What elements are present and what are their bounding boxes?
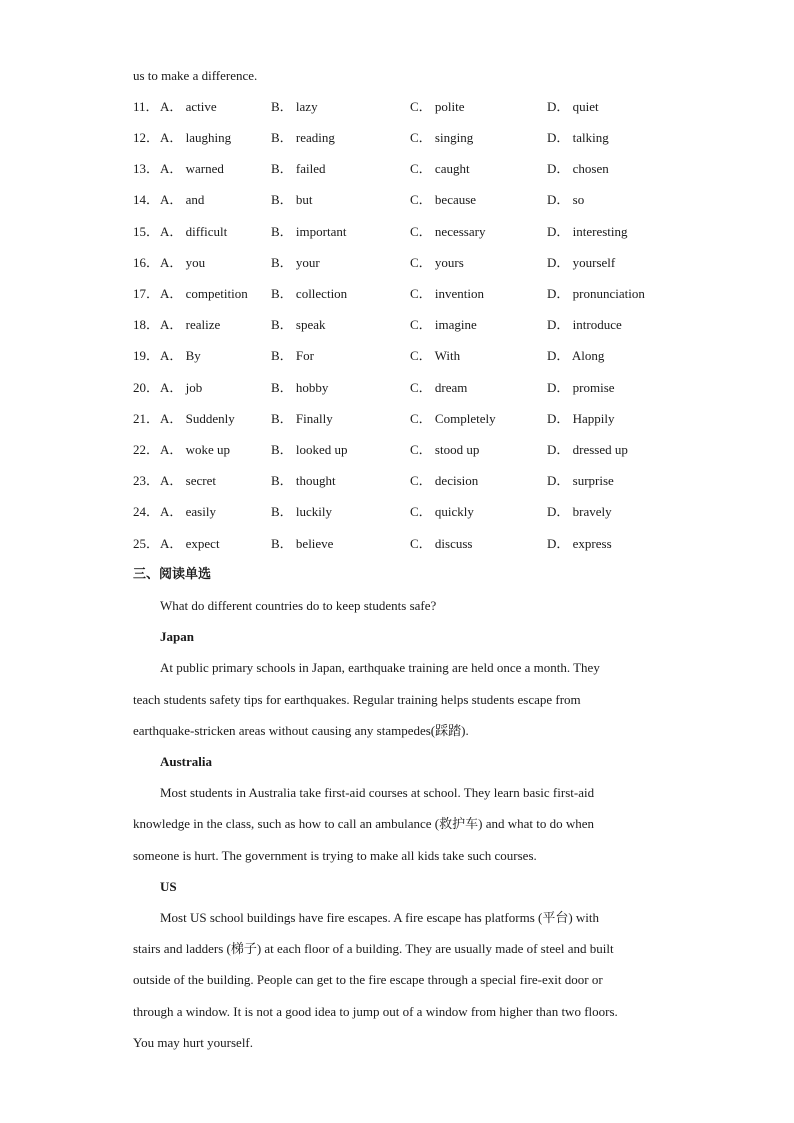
- option-b: B． speak: [271, 317, 326, 332]
- option-a: A． competition: [160, 286, 248, 301]
- question-number: 23．: [133, 473, 160, 488]
- option-b: B． For: [271, 348, 314, 363]
- option-d: D． surprise: [547, 473, 614, 488]
- heading-japan: Japan: [160, 629, 194, 644]
- question-number: 14．: [133, 192, 160, 207]
- question-number: 16．: [133, 255, 160, 270]
- option-b: B． believe: [271, 536, 334, 551]
- question-number: 12．: [133, 130, 160, 145]
- option-d: D． Along: [547, 348, 605, 363]
- intro-tail-text: us to make a difference.: [133, 68, 258, 83]
- question-number: 13．: [133, 161, 160, 176]
- option-c: C． because: [410, 192, 477, 207]
- option-a: A． realize: [160, 317, 221, 332]
- australia-line: knowledge in the class, such as how to call an ambulance (救护车) and what to do when: [133, 816, 595, 831]
- option-d: D． dressed up: [547, 442, 628, 457]
- option-d: D． interesting: [547, 224, 628, 239]
- option-a: A． active: [160, 99, 217, 114]
- question-number: 18．: [133, 317, 160, 332]
- option-b: B． looked up: [271, 442, 348, 457]
- option-d: D． promise: [547, 380, 615, 395]
- question-number: 24．: [133, 504, 160, 519]
- japan-line: earthquake-stricken areas without causing any stampedes(踩踏).: [133, 723, 469, 738]
- option-c: C． quickly: [410, 504, 474, 519]
- option-d: D． express: [547, 536, 612, 551]
- australia-line: someone is hurt. The government is trying to make all kids take such courses.: [133, 848, 537, 863]
- option-d: D． chosen: [547, 161, 609, 176]
- japan-line: At public primary schools in Japan, earthquake training are held once a month. They: [160, 660, 600, 675]
- heading-us: US: [160, 879, 177, 894]
- question-number: 20．: [133, 380, 160, 395]
- option-a: A． easily: [160, 504, 216, 519]
- question-number: 19．: [133, 348, 160, 363]
- question-number: 25．: [133, 536, 160, 551]
- option-c: C． imagine: [410, 317, 477, 332]
- option-b: B． but: [271, 192, 313, 207]
- option-c: C． decision: [410, 473, 479, 488]
- heading-australia: Australia: [160, 754, 212, 769]
- option-b: B． hobby: [271, 380, 329, 395]
- option-d: D． talking: [547, 130, 609, 145]
- option-c: C． With: [410, 348, 461, 363]
- option-d: D． yourself: [547, 255, 616, 270]
- option-a: A． difficult: [160, 224, 228, 239]
- japan-line: teach students safety tips for earthquakes. Regular training helps students escape from: [133, 692, 581, 707]
- option-d: D． Happily: [547, 411, 615, 426]
- option-b: B． reading: [271, 130, 335, 145]
- option-a: A． warned: [160, 161, 224, 176]
- option-c: C． yours: [410, 255, 464, 270]
- option-a: A． you: [160, 255, 206, 270]
- us-line: outside of the building. People can get to the fire escape through a special fire-exit door or: [133, 972, 603, 987]
- australia-line: Most students in Australia take first-aid courses at school. They learn basic first-aid: [160, 785, 595, 800]
- option-b: B． thought: [271, 473, 336, 488]
- option-b: B． failed: [271, 161, 326, 176]
- option-c: C． singing: [410, 130, 474, 145]
- option-a: A． secret: [160, 473, 216, 488]
- option-d: D． quiet: [547, 99, 599, 114]
- us-line: stairs and ladders (梯子) at each floor of a building. They are usually made of steel and built: [133, 941, 614, 956]
- question-number: 17．: [133, 286, 160, 301]
- option-c: C． caught: [410, 161, 470, 176]
- section-title: 三、阅读单选: [133, 567, 212, 582]
- option-c: C． polite: [410, 99, 465, 114]
- option-c: C． discuss: [410, 536, 473, 551]
- question-number: 11．: [133, 99, 159, 114]
- option-b: B． important: [271, 224, 347, 239]
- option-d: D． introduce: [547, 317, 622, 332]
- option-b: B． Finally: [271, 411, 333, 426]
- option-c: C． Completely: [410, 411, 496, 426]
- question-number: 21．: [133, 411, 160, 426]
- option-c: C． stood up: [410, 442, 480, 457]
- option-d: D． bravely: [547, 504, 612, 519]
- option-b: B． your: [271, 255, 320, 270]
- question-number: 22．: [133, 442, 160, 457]
- option-d: D． pronunciation: [547, 286, 645, 301]
- option-a: A． laughing: [160, 130, 232, 145]
- option-a: A． woke up: [160, 442, 231, 457]
- option-a: A． By: [160, 348, 201, 363]
- option-b: B． luckily: [271, 504, 333, 519]
- us-line: You may hurt yourself.: [133, 1035, 254, 1050]
- option-c: C． dream: [410, 380, 468, 395]
- option-a: A． expect: [160, 536, 220, 551]
- passage-question: What do different countries do to keep students safe?: [160, 598, 437, 613]
- option-b: B． lazy: [271, 99, 318, 114]
- option-c: C． invention: [410, 286, 485, 301]
- option-d: D． so: [547, 192, 585, 207]
- option-a: A． Suddenly: [160, 411, 235, 426]
- question-number: 15．: [133, 224, 160, 239]
- us-line: Most US school buildings have fire escapes. A fire escape has platforms (平台) with: [160, 910, 600, 925]
- option-c: C． necessary: [410, 224, 486, 239]
- option-a: A． job: [160, 380, 203, 395]
- us-line: through a window. It is not a good idea to jump out of a window from higher than two floors.: [133, 1004, 618, 1019]
- option-b: B． collection: [271, 286, 348, 301]
- option-a: A． and: [160, 192, 205, 207]
